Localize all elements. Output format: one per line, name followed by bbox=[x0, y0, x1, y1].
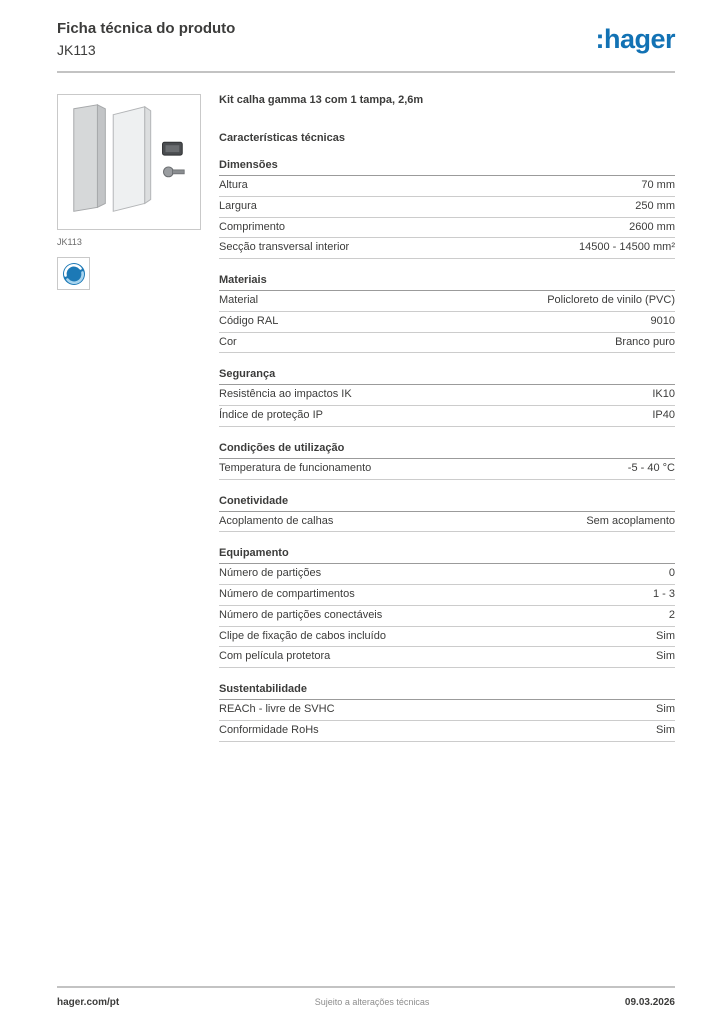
eco-label-box bbox=[57, 257, 90, 290]
hager-logo: :hager bbox=[595, 24, 675, 54]
characteristics-title: Características técnicas bbox=[219, 132, 345, 145]
spec-section bbox=[219, 274, 675, 353]
page-footer bbox=[57, 986, 675, 1008]
product-drawing-icon bbox=[58, 94, 200, 230]
spec-value: 2 bbox=[668, 608, 675, 621]
footer-row bbox=[57, 997, 675, 1008]
spec-value: IK10 bbox=[652, 388, 675, 401]
footer-date: 09.03.2026 bbox=[624, 997, 675, 1008]
spec-row bbox=[219, 238, 675, 259]
spec-value: Sim bbox=[656, 703, 675, 716]
spec-value: Sem acoplamento bbox=[586, 514, 675, 527]
spec-section bbox=[219, 683, 675, 742]
spec-row bbox=[219, 291, 675, 312]
spec-row bbox=[219, 627, 675, 648]
spec-section-title: Conetividade bbox=[219, 495, 675, 512]
spec-section-title: Equipamento bbox=[219, 547, 675, 564]
spec-row bbox=[219, 700, 675, 721]
spec-section-title: Dimensões bbox=[219, 159, 675, 176]
spec-label: Código RAL bbox=[219, 314, 279, 327]
spec-row bbox=[219, 459, 675, 480]
spec-section bbox=[219, 547, 675, 668]
spec-label: Resistência ao impactos IK bbox=[219, 388, 352, 401]
spec-section bbox=[219, 159, 675, 259]
spec-row bbox=[219, 606, 675, 627]
spec-sections bbox=[219, 159, 675, 742]
spec-value: 9010 bbox=[650, 314, 675, 327]
left-column bbox=[57, 94, 203, 742]
spec-row bbox=[219, 512, 675, 533]
coupler-part-icon bbox=[163, 142, 183, 155]
spec-value: 0 bbox=[668, 567, 675, 580]
spec-section-title: Condições de utilização bbox=[219, 442, 675, 459]
spec-value: 70 mm bbox=[641, 179, 675, 192]
spec-row bbox=[219, 176, 675, 197]
spec-value: Branco puro bbox=[615, 335, 675, 348]
spec-section-title: Segurança bbox=[219, 368, 675, 385]
product-image bbox=[57, 94, 201, 230]
spec-value: Sim bbox=[656, 629, 675, 642]
spec-row bbox=[219, 197, 675, 218]
header-text bbox=[57, 20, 235, 58]
spec-row bbox=[219, 406, 675, 427]
footer-disclaimer: Sujeito a alterações técnicas bbox=[314, 997, 430, 1007]
spec-label: Acoplamento de calhas bbox=[219, 514, 334, 527]
spec-label: Índice de proteção IP bbox=[219, 409, 323, 422]
spec-label: Comprimento bbox=[219, 220, 286, 233]
product-name: Kit calha gamma 13 com 1 tampa, 2,6m bbox=[219, 94, 424, 106]
spec-value: Sim bbox=[656, 723, 675, 736]
spec-value: Policloreto de vinilo (PVC) bbox=[547, 294, 675, 307]
page-title: Ficha técnica do produto bbox=[57, 20, 236, 37]
spec-label: Largura bbox=[219, 199, 257, 212]
footer-divider bbox=[57, 986, 675, 988]
content-area bbox=[57, 94, 675, 742]
product-code: JK113 bbox=[57, 42, 96, 58]
spec-label: Cor bbox=[219, 335, 237, 348]
spec-section bbox=[219, 495, 675, 533]
spec-row bbox=[219, 647, 675, 668]
footer-website-link[interactable]: hager.com/pt bbox=[57, 997, 120, 1008]
spec-value: 1 - 3 bbox=[652, 588, 675, 601]
spec-section bbox=[219, 368, 675, 427]
screw-part-icon bbox=[164, 167, 185, 177]
spec-section-title: Materiais bbox=[219, 274, 675, 291]
spec-section-title: Sustentabilidade bbox=[219, 683, 675, 700]
spec-row bbox=[219, 218, 675, 239]
spec-row bbox=[219, 385, 675, 406]
header-divider bbox=[57, 71, 675, 73]
spec-label: Com película protetora bbox=[219, 650, 331, 663]
spec-label: Material bbox=[219, 294, 259, 307]
recycling-mark-icon bbox=[62, 262, 86, 286]
spec-label: Temperatura de funcionamento bbox=[219, 461, 372, 474]
spec-column bbox=[219, 94, 675, 742]
spec-row bbox=[219, 333, 675, 354]
spec-label: REACh - livre de SVHC bbox=[219, 703, 335, 716]
spec-section bbox=[219, 442, 675, 480]
spec-value: 2600 mm bbox=[629, 220, 675, 233]
spec-label: Número de compartimentos bbox=[219, 588, 355, 601]
spec-label: Número de partições conectáveis bbox=[219, 608, 383, 621]
spec-row bbox=[219, 721, 675, 742]
spec-label: Secção transversal interior bbox=[219, 241, 350, 254]
page-header bbox=[57, 20, 675, 58]
spec-label: Conformidade RoHs bbox=[219, 723, 319, 736]
spec-row bbox=[219, 585, 675, 606]
spec-value: 250 mm bbox=[635, 199, 675, 212]
spec-label: Número de partições bbox=[219, 567, 322, 580]
spec-row bbox=[219, 312, 675, 333]
spec-label: Clipe de fixação de cabos incluído bbox=[219, 629, 386, 642]
spec-value: IP40 bbox=[652, 409, 675, 422]
spec-value: Sim bbox=[656, 650, 675, 663]
spec-row bbox=[219, 564, 675, 585]
spec-value: -5 - 40 °C bbox=[627, 461, 675, 474]
product-image-caption: JK113 bbox=[57, 237, 82, 247]
spec-label: Altura bbox=[219, 179, 248, 192]
spec-value: 14500 - 14500 mm² bbox=[579, 241, 675, 254]
